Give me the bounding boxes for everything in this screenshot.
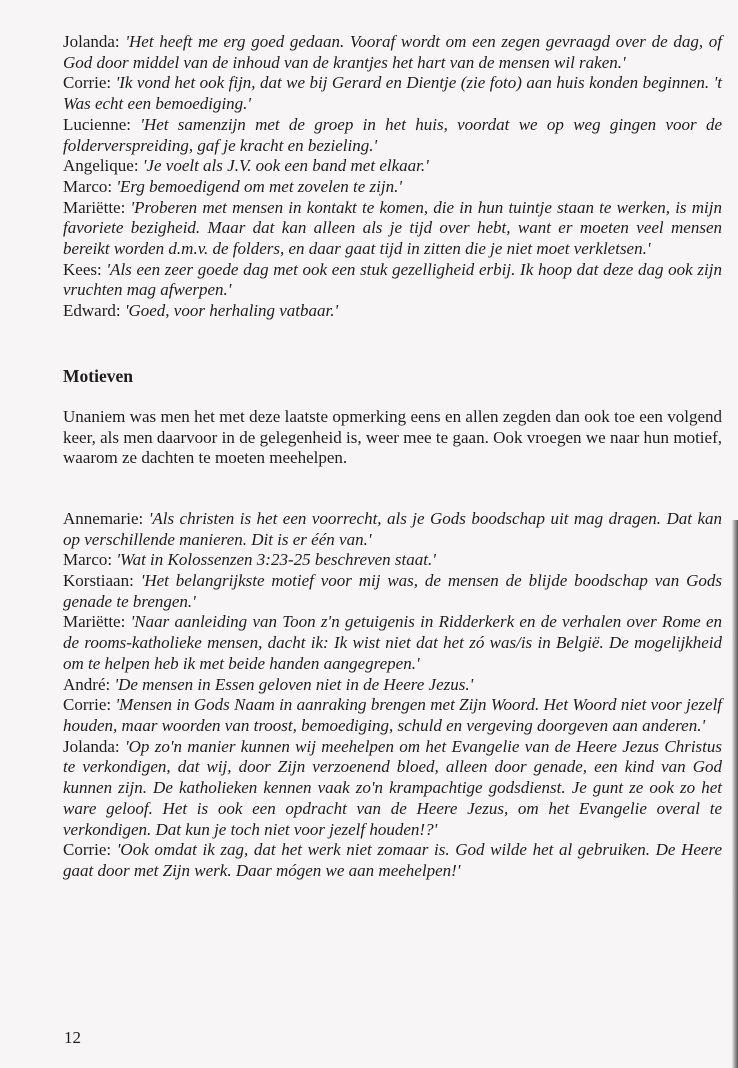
quote-text: 'Het heeft me erg goed gedaan. Vooraf wordt om een zegen gevraagd over de dag, of God door middel van de inhoud van de krantjes het hart van de mensen wil raken.' [63,32,723,72]
speaker-name: Kees: [63,259,102,279]
quote-text: 'Je voelt als J.V. ook een band met elkaar.' [142,156,429,176]
quote-text: 'Erg bemoedigend om met zovelen te zijn.' [116,176,402,196]
quote-text: 'Mensen in Gods Naam in aanraking brengen met Zijn Woord. Het Woord niet voor jezelf houden, maar woorden van troost, bemoediging, schuld en vergeving doorgeven aan anderen.' [63,695,723,735]
quote-entry [63,509,722,550]
quote-text: 'Op zo'n manier kunnen wij meehelpen om het Evangelie van de Heere Jezus Christus te verkondigen, dat wij, door Zijn verzoenend bloed, alleen door genade, een kind van God kunnen zijn. De katholieken kennen vaak zo'n krampachtige godsdienst. Je gunt ze ook zo het ware geloof. Het is ook een opdracht van de Heere Jezus, om het Evangelie overal te verkondigen. Dat kun je toch niet voor jezelf houden!?' [63,736,723,839]
quote-text: 'De mensen in Essen geloven niet in de Heere Jezus.' [114,674,474,694]
quote-text: 'Goed, voor herhaling vatbaar.' [124,301,339,321]
speaker-name: Corrie: [63,840,112,860]
quote-entry [63,737,722,841]
quote-entry [63,612,722,674]
speaker-name: Jolanda: [63,736,120,756]
quote-entry [63,571,722,612]
quote-entry [63,73,722,114]
speaker-name: André: [63,674,111,694]
speaker-name: Annemarie: [63,508,144,528]
speaker-name: Jolanda: [63,32,120,51]
quote-entry [63,301,722,322]
intro-paragraph: Unaniem was men het met deze laatste opmerking eens en allen zegden dan ook toe een volgend keer, als men daarvoor in de gelegenheid is, weer mee te gaan. Ook vroegen we naar hun motief, waarom ze dachten te moeten meehelpen. [63,406,722,468]
quote-entry [63,115,722,156]
quote-text: 'Als een zeer goede dag met ook een stuk gezelligheid erbij. Ik hoop dat deze dag ook zijn vruchten mag afwerpen.' [63,259,722,300]
page-number: 12 [64,1028,81,1047]
motives-section [63,509,722,882]
speaker-name: Lucienne: [63,114,131,134]
quote-text: 'Ook omdat ik zag, dat het werk niet zomaar is. God wilde het al gebruiken. De Heere gaat door met Zijn werk. Daar mógen we aan meehelpen!' [63,840,722,880]
speaker-name: Angelique: [63,156,139,176]
quote-text: 'Als christen is het een voorrecht, als je Gods boodschap uit mag dragen. Dat kan op verschillende manieren. Dit is er één van.' [63,508,722,549]
quote-entry [63,156,722,177]
quote-entry [63,695,722,736]
page-edge-shadow [732,520,738,1068]
quote-entry [63,840,722,881]
quote-text: 'Het samenzijn met de groep in het huis, voordat we op weg gingen voor de folderverspreiding, gaf je kracht en bezieling.' [63,114,722,155]
quote-text: 'Het belangrijkste motief voor mij was, de mensen de blijde boodschap van Gods genade te brengen.' [63,571,722,611]
quote-entry [63,32,722,73]
quote-text: 'Wat in Kolossenzen 3:23-25 beschreven staat.' [116,550,436,570]
quote-entry [63,177,722,198]
speaker-name: Marco: [63,176,113,196]
speaker-name: Mariëtte: [63,612,126,632]
quote-entry [63,550,722,571]
page-body [63,32,722,882]
speaker-name: Corrie: [63,73,112,93]
quote-text: 'Proberen met mensen in kontakt te komen, die in hun tuintje staan te werken, is mijn favoriete bezigheid. Maar dat kan alleen als je tijd over hebt, want er moeten veel mensen bereikt worden d.m.v. de folders, en daar gaat tijd in zitten die je niet moet verkletsen.' [63,197,722,259]
quote-entry [63,675,722,696]
speaker-name: Korstiaan: [63,571,134,591]
speaker-name: Edward: [63,301,121,321]
testimonies-section [63,32,722,322]
section-heading: Motieven [63,365,133,386]
speaker-name: Mariëtte: [63,197,126,217]
quote-entry [63,198,722,260]
speaker-name: Marco: [63,550,113,570]
speaker-name: Corrie: [63,695,112,715]
quote-text: 'Naar aanleiding van Toon z'n getuigenis in Ridderkerk en de verhalen over Rome en de rooms-katholieke mensen, dacht ik: Ik wist niet dat het zó was/is in België. De mogelijkheid om te helpen heb ik met beide handen aangegrepen.' [63,612,722,673]
quote-text: 'Ik vond het ook fijn, dat we bij Gerard en Dientje (zie foto) aan huis konden beginnen. 't Was echt een bemoediging.' [63,73,722,114]
quote-entry [63,260,722,301]
